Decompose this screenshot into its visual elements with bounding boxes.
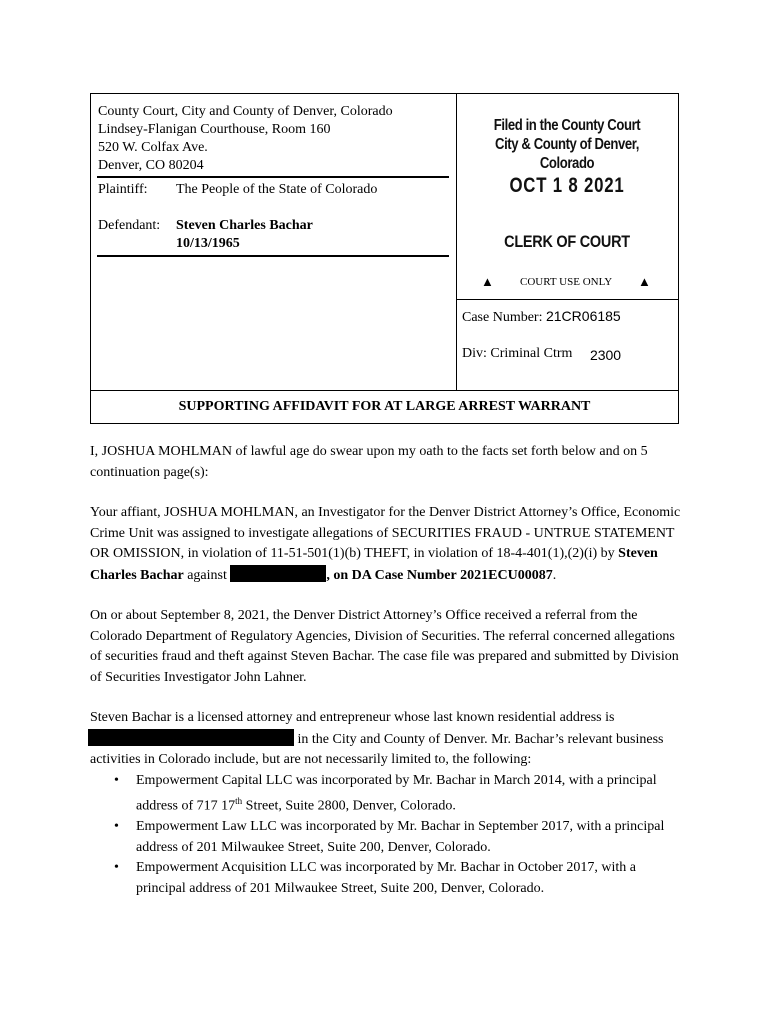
defendant-row <box>98 217 313 253</box>
affiant-text: against <box>187 567 227 583</box>
court-line: Lindsey-Flanigan Courthouse, Room 160 <box>98 122 331 137</box>
superscript: th <box>235 796 243 806</box>
bullet-icon: • <box>114 860 119 876</box>
list-item-text: Empowerment Capital LLC was incorporated by Mr. Bachar in March 2014, with a principal address of 717 17 <box>136 772 657 814</box>
caption-divider <box>97 176 449 178</box>
stamp-line: Filed in the County Court <box>493 117 641 134</box>
defendant-name-inline: Steven Charles Bachar <box>90 546 658 583</box>
plaintiff-name: The People of the State of Colorado <box>176 182 378 197</box>
affiant-text: . <box>552 567 557 583</box>
bullet-icon: • <box>114 819 119 835</box>
affidavit-body <box>90 442 682 899</box>
affiant-text: , on DA Case Number <box>326 567 457 583</box>
court-address <box>98 103 393 175</box>
case-number-label: Case Number: <box>462 310 543 325</box>
court-line: Denver, CO 80204 <box>98 158 204 173</box>
defendant-name: Steven Charles Bachar <box>176 218 313 233</box>
court-line: County Court, City and County of Denver, Colorado <box>98 104 393 119</box>
list-item <box>90 817 682 858</box>
triangle-up-icon: ▲ <box>638 274 651 289</box>
list-item-text: Empowerment Acquisition LLC was incorporated by Mr. Bachar in October 2017, with a principal address of 201 Milwaukee Street, Suite 200, Denver, Colorado. <box>136 860 637 896</box>
division-label: Div: Criminal Ctrm <box>462 346 573 361</box>
courtroom-number: 2300 <box>589 347 622 363</box>
plaintiff-label: Plaintiff: <box>98 182 148 197</box>
filed-stamp <box>476 116 658 173</box>
court-line: 520 W. Colfax Ave. <box>98 140 208 155</box>
court-use-only-label: COURT USE ONLY <box>520 276 613 288</box>
redaction-block <box>88 729 294 746</box>
background-text: in the City and County of Denver. Mr. Bachar’s relevant business activities in Colorado include, but are not necessarily limited to, the following: <box>90 731 664 767</box>
paragraph-oath: I, JOSHUA MOHLMAN of lawful age do swear upon my oath to the facts set forth below and on 5 continuation page(s): <box>90 444 648 480</box>
paragraph-affiant <box>90 503 682 586</box>
case-number-row <box>462 308 621 326</box>
da-case-number: 2021ECU00087 <box>460 567 553 583</box>
document-title: SUPPORTING AFFIDAVIT FOR AT LARGE ARREST WARRANT <box>91 390 678 424</box>
caption-divider <box>97 255 449 257</box>
paragraph-referral: On or about September 8, 2021, the Denver District Attorney’s Office received a referral from the Colorado Department of Regulatory Agencies, Division of Securities. The referral concerned allegations of securities fraud and theft against Steven Bachar. The case file was prepared and submitted by Division of Securities Investigator John Lahner. <box>90 608 679 685</box>
affiant-text: Your affiant, JOSHUA MOHLMAN, an Investigator for the Denver District Attorney’s Office, Economic Crime Unit was assigned to investigate allegations of SECURITIES FRAUD - UNTRUE STATEMENT OR OMISSION, in violation of 11-51-501(1)(b) THEFT, in violation of 18-4-401(1),(2)(i) by <box>90 505 681 561</box>
case-caption-box <box>90 93 679 424</box>
plaintiff-row <box>98 181 377 199</box>
defendant-dob: 10/13/1965 <box>176 236 240 251</box>
stamp-line: City & County of Denver, Colorado <box>495 136 639 172</box>
redaction-block <box>230 565 326 582</box>
caption-left-column <box>91 94 457 390</box>
list-item <box>90 771 682 818</box>
paragraph-background <box>90 708 682 771</box>
bullet-icon: • <box>114 772 119 788</box>
defendant-label: Defendant: <box>98 218 161 233</box>
list-item-text: Street, Suite 2800, Denver, Colorado. <box>242 798 456 814</box>
division-row <box>462 344 622 363</box>
caption-right-column <box>456 94 678 390</box>
triangle-up-icon: ▲ <box>481 274 494 289</box>
case-number-box <box>456 299 678 391</box>
case-number: 21CR06185 <box>545 308 621 324</box>
background-text: Steven Bachar is a licensed attorney and entrepreneur whose last known residential address is <box>90 710 615 725</box>
list-item-text: Empowerment Law LLC was incorporated by Mr. Bachar in September 2017, with a principal address of 201 Milwaukee Street, Suite 200, Denver, Colorado. <box>136 819 665 855</box>
list-item <box>90 858 682 899</box>
stamp-date: OCT 1 8 2021 <box>509 174 625 197</box>
business-list <box>90 771 682 900</box>
stamp-clerk: CLERK OF COURT <box>504 232 630 251</box>
